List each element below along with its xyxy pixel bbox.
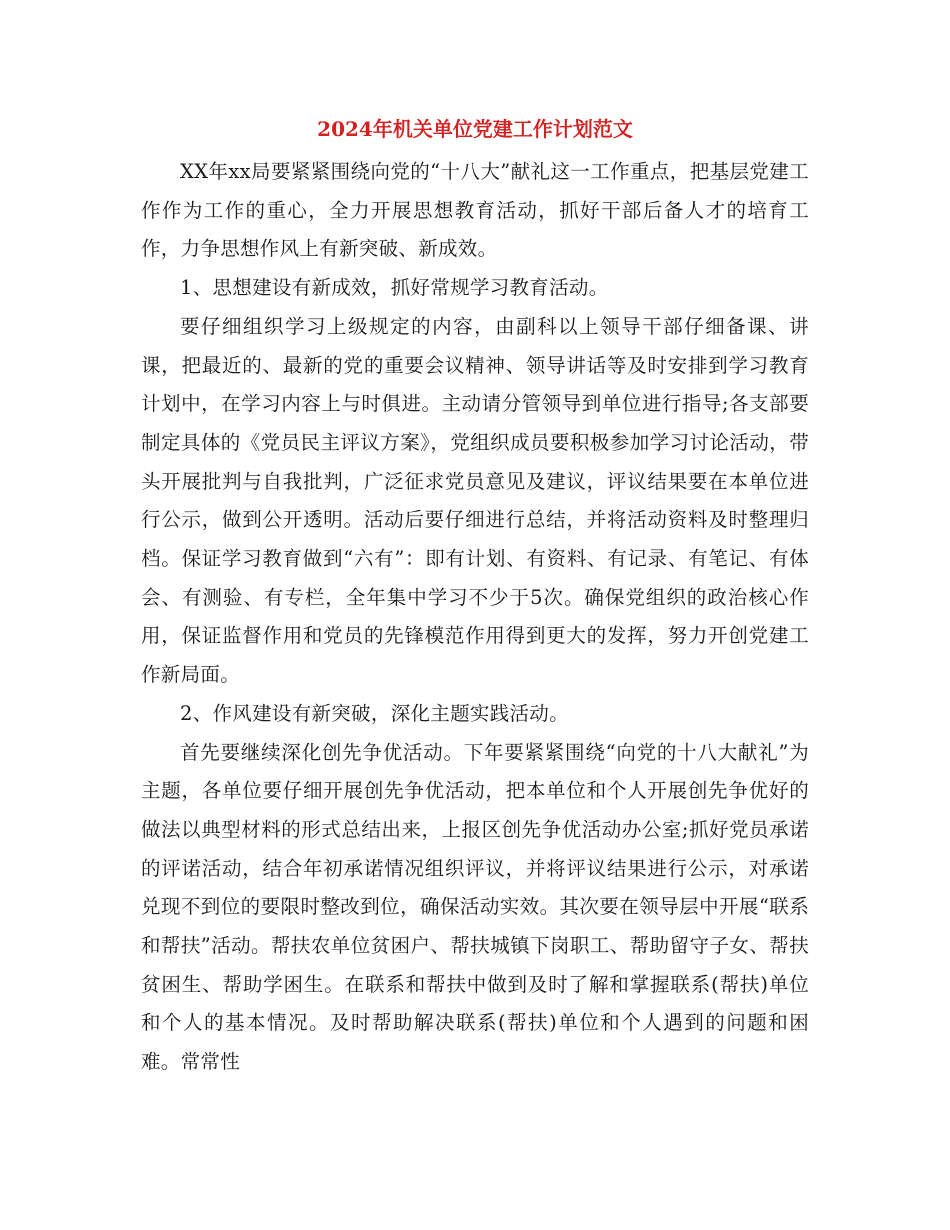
paragraph-section-2-body: 首先要继续深化创先争优活动。下年要紧紧围绕“向党的十八大献礼”为主题，各单位要仔细开展创先争优活动，把本单位和个人开展创先争优好的做法以典型材料的形式总结出来，上报区创先争优活动办公室;抓好党员承诺的评诺活动，结合年初承诺情况组织评议，并将评议结果进行公示，对承诺兑现不到位的要限时整改到位，确保活动实效。其次要在领导层中开展“联系和帮扶”活动。帮扶农单位贫困户、帮扶城镇下岗职工、帮助留守子女、帮扶贫困生、帮助学困生。在联系和帮扶中做到及时了解和掌握联系(帮扶)单位和个人的基本情况。及时帮助解决联系(帮扶)单位和个人遇到的问题和困难。常常性: [141, 740, 809, 1074]
document-body: [141, 153, 809, 1082]
paragraph-intro: XX年xx局要紧紧围绕向党的“十八大”献礼这一工作重点，把基层党建工作作为工作的重心，全力开展思想教育活动，抓好干部后备人才的培育工作，力争思想作风上有新突破、新成效。: [141, 160, 809, 261]
paragraph-heading-1: 1、思想建设有新成效，抓好常规学习教育活动。: [180, 276, 609, 300]
paragraph-section-1-body: 要仔细组织学习上级规定的内容，由副科以上领导干部仔细备课、讲课，把最近的、最新的党的重要会议精神、领导讲话等及时安排到学习教育计划中，在学习内容上与时俱进。主动请分管领导到单位进行指导;各支部要制定具体的《党员民主评议方案》，党组织成员要积极参加学习讨论活动，带头开展批判与自我批判，广泛征求党员意见及建议，评议结果要在本单位进行公示，做到公开透明。活动后要仔细进行总结，并将活动资料及时整理归档。保证学习教育做到“六有”：即有计划、有资料、有记录、有笔记、有体会、有测验、有专栏，全年集中学习不少于5次。确保党组织的政治核心作用，保证监督作用和党员的先锋模范作用得到更大的发挥，努力开创党建工作新局面。: [141, 314, 809, 687]
document-title: 2024年机关单位党建工作计划范文: [317, 117, 633, 141]
paragraph-heading-2: 2、作风建设有新突破，深化主题实践活动。: [180, 701, 569, 725]
